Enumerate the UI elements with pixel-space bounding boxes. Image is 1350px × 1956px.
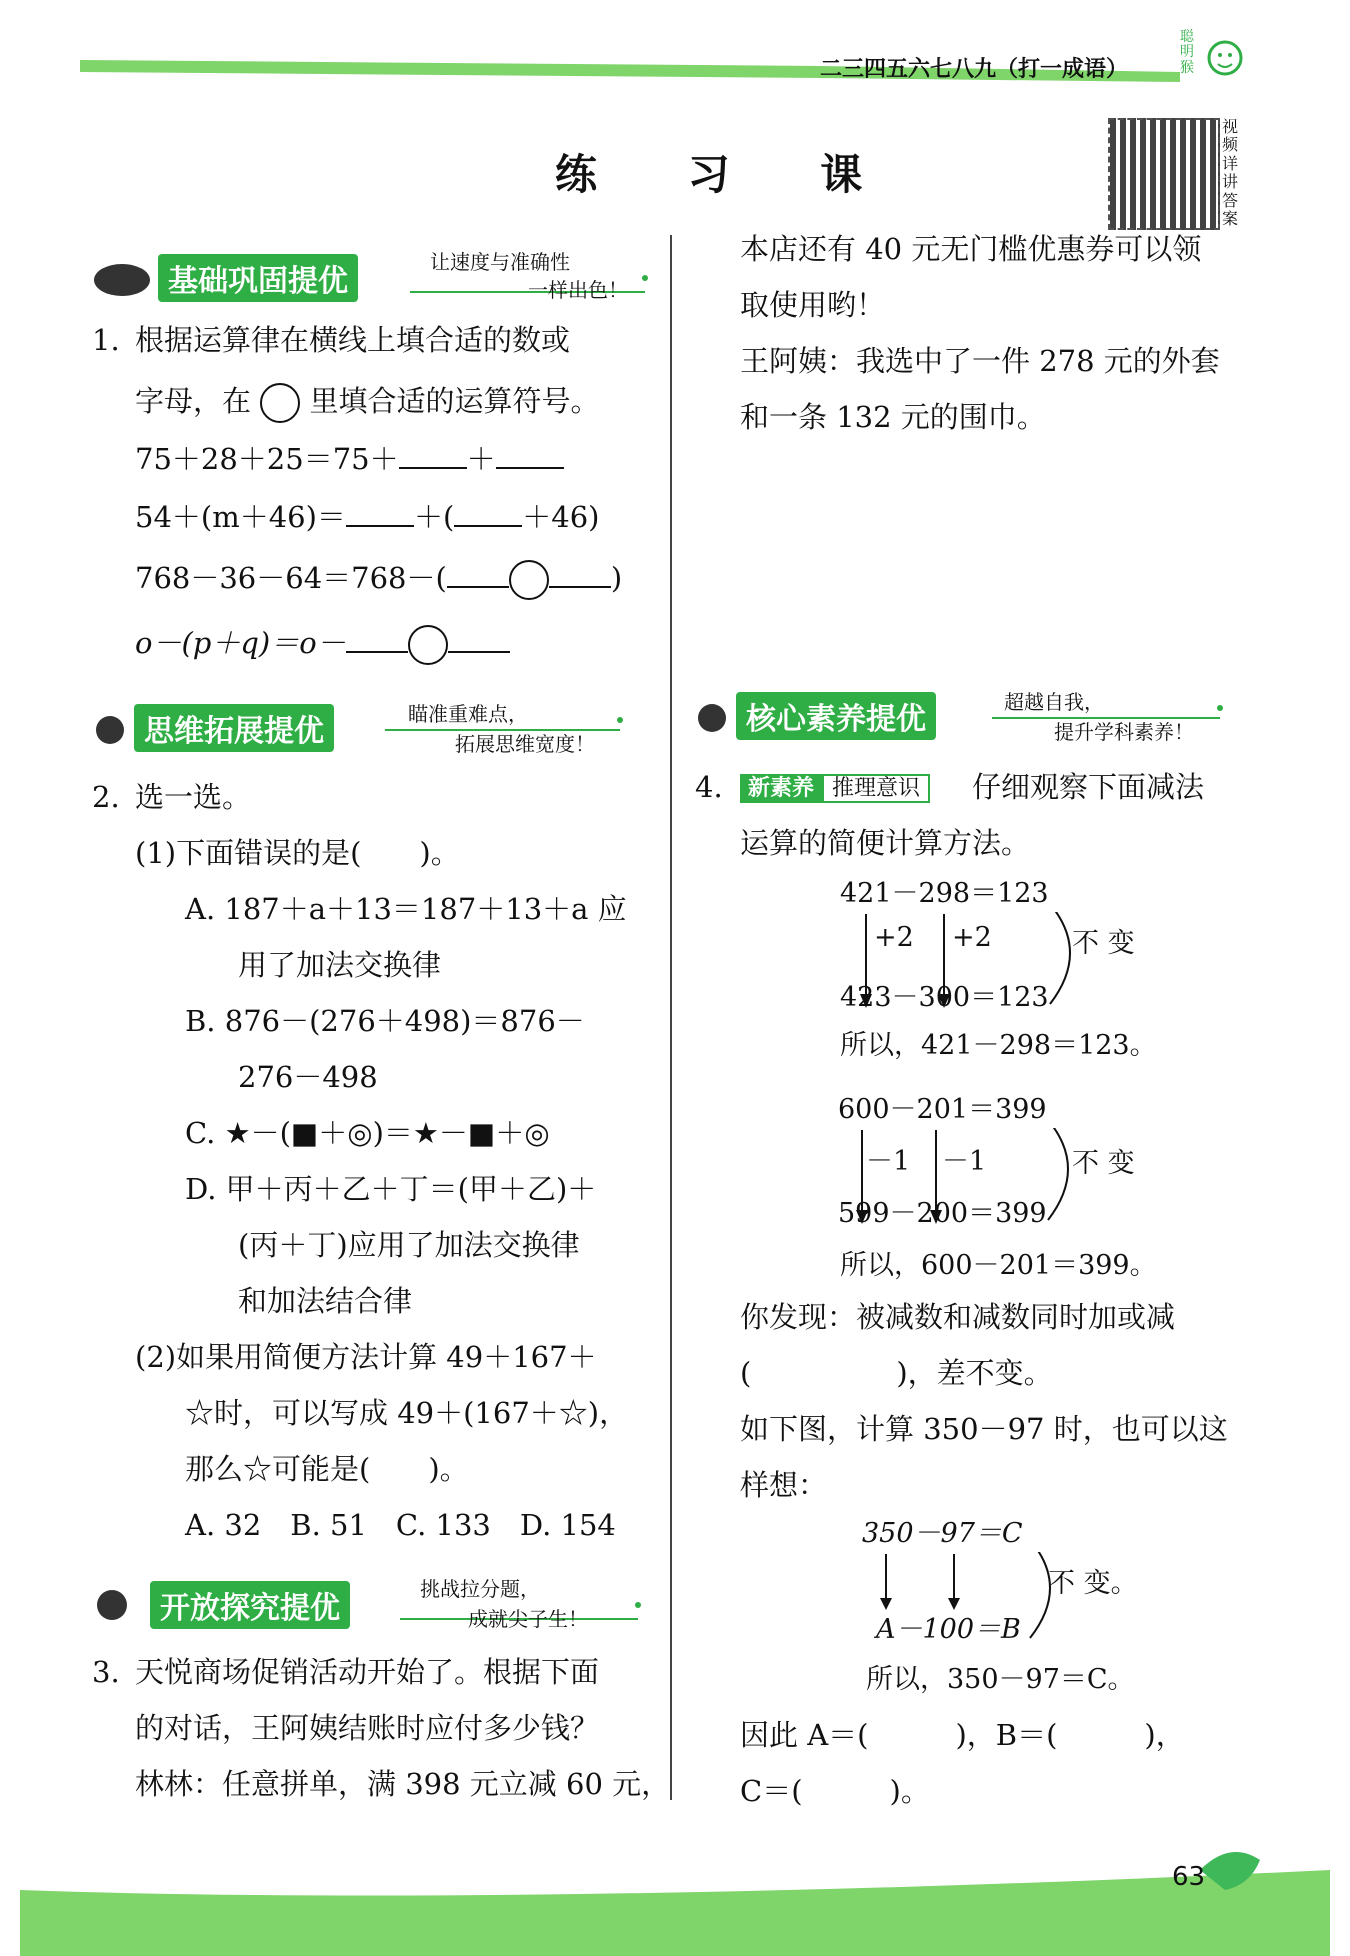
example2-op: －1 bbox=[942, 1146, 987, 1177]
expr: 54＋(m＋46)＝ bbox=[135, 500, 346, 534]
example2-op: －1 bbox=[866, 1146, 911, 1177]
qr-label: 视频详讲答案 bbox=[1222, 117, 1239, 228]
q2-part2: (2)如果用简便方法计算 49＋167＋ bbox=[135, 1340, 597, 1374]
q3-dialog: 本店还有 40 元无门槛优惠券可以领 bbox=[740, 232, 1202, 266]
column-divider bbox=[670, 235, 672, 1800]
expr: ＋46) bbox=[522, 500, 600, 534]
q1-text bbox=[135, 383, 599, 423]
q4-badges bbox=[740, 771, 930, 802]
q2-part2-cont: ☆时，可以写成 49＋(167＋☆)， bbox=[185, 1396, 629, 1430]
top-band bbox=[0, 0, 1350, 100]
q3-text: 天悦商场促销活动开始了。根据下面 bbox=[135, 1655, 600, 1689]
q2-option-d-cont: 和加法结合律 bbox=[238, 1284, 413, 1318]
operator-circle[interactable] bbox=[509, 560, 549, 600]
page-title: 练 习 课 bbox=[555, 150, 901, 199]
q4-text: 运算的简便计算方法。 bbox=[740, 826, 1031, 860]
example2-note: 不 变 bbox=[1072, 1148, 1135, 1179]
section-slogan: 拓展思维宽度！ bbox=[455, 732, 595, 756]
answer-blank[interactable] bbox=[346, 501, 414, 527]
example3-result: 所以，350－97＝C。 bbox=[866, 1664, 1135, 1695]
expr: o－(p＋q)＝o－ bbox=[135, 626, 346, 660]
section-slogan: 瞄准重难点， bbox=[408, 702, 528, 726]
q4-text: 仔细观察下面减法 bbox=[972, 770, 1205, 804]
bottom-band bbox=[0, 1830, 1350, 1956]
badge-reasoning: 推理意识 bbox=[822, 774, 930, 803]
answer-blank[interactable] bbox=[496, 443, 564, 469]
q2-option-d[interactable]: D. 甲＋丙＋乙＋丁＝(甲＋乙)＋ bbox=[185, 1172, 597, 1206]
section-slogan: 成就尖子生！ bbox=[468, 1607, 588, 1631]
example1-op: +2 bbox=[952, 922, 992, 953]
q1-number: 1. bbox=[92, 323, 120, 357]
section-slogan: 超越自我， bbox=[1004, 690, 1104, 714]
q3-dialog: 王阿姨：我选中了一件 278 元的外套 bbox=[740, 344, 1220, 378]
q3-number: 3. bbox=[92, 1655, 120, 1689]
q2-part2-options[interactable]: A. 32 B. 51 C. 133 D. 154 bbox=[185, 1508, 616, 1542]
section-core-header bbox=[692, 688, 1232, 748]
expr: 768－36－64＝768－( bbox=[135, 561, 447, 595]
section-slogan: 提升学科素养！ bbox=[1054, 720, 1194, 744]
q2-part2-cont: 那么☆可能是( )。 bbox=[185, 1452, 469, 1486]
q2-option-d-cont: (丙＋丁)应用了加法交换律 bbox=[238, 1228, 580, 1262]
section-slogan: 一样出色！ bbox=[528, 278, 628, 302]
q1-text: 根据运算律在横线上填合适的数或 bbox=[135, 323, 571, 357]
q2-text: 选一选。 bbox=[135, 780, 252, 814]
answer-blank[interactable] bbox=[448, 627, 510, 653]
expr: ＋( bbox=[413, 500, 455, 534]
q2-option-b[interactable]: B. 876－(276＋498)＝876－ bbox=[185, 1004, 585, 1038]
answer-blank[interactable] bbox=[346, 627, 408, 653]
example1-op: +2 bbox=[874, 922, 914, 953]
q3-dialog: 和一条 132 元的围巾。 bbox=[740, 400, 1046, 434]
section-slogan: 挑战拉分题， bbox=[420, 1577, 540, 1601]
q4-text: 样想： bbox=[740, 1468, 828, 1502]
q2-option-a-cont: 用了加法交换律 bbox=[238, 948, 442, 982]
monkey-logo bbox=[1180, 30, 1250, 90]
q2-part1: (1)下面错误的是( )。 bbox=[135, 836, 460, 870]
q4-answer-line[interactable]: C＝( )。 bbox=[740, 1774, 930, 1808]
section-title: 开放探究提优 bbox=[150, 1581, 350, 1629]
q1-text-part: 字母，在 bbox=[135, 384, 252, 418]
q4-finding-blank[interactable]: ( )，差不变。 bbox=[740, 1356, 1053, 1390]
q3-dialog: 取使用哟！ bbox=[740, 288, 886, 322]
example1-note: 不 变 bbox=[1072, 928, 1135, 959]
section-slogan: 让速度与准确性 bbox=[430, 250, 570, 274]
section-title: 思维拓展提优 bbox=[134, 704, 334, 752]
circle-symbol bbox=[260, 383, 300, 423]
example1-bottom: 423－300＝123 bbox=[840, 982, 1049, 1013]
section-title: 核心素养提优 bbox=[736, 692, 936, 740]
example2-result: 所以，600－201＝399。 bbox=[840, 1250, 1157, 1281]
q4-finding: 你发现：被减数和减数同时加或减 bbox=[740, 1300, 1176, 1334]
q1-line-3 bbox=[135, 560, 622, 600]
answer-blank[interactable] bbox=[447, 562, 509, 588]
q3-text: 的对话，王阿姨结账时应付多少钱？ bbox=[135, 1711, 600, 1745]
answer-blank[interactable] bbox=[454, 501, 522, 527]
q3-dialog: 林林：任意拼单，满 398 元立减 60 元， bbox=[135, 1767, 671, 1801]
q1-text-part: 里填合适的运算符号。 bbox=[309, 384, 600, 418]
example3-bottom: A－100＝B bbox=[876, 1614, 1021, 1645]
q4-text: 如下图，计算 350－97 时，也可以这 bbox=[740, 1412, 1228, 1446]
example1-result: 所以，421－298＝123。 bbox=[840, 1030, 1157, 1061]
section-think-header bbox=[90, 700, 630, 760]
q4-number: 4. bbox=[695, 770, 723, 804]
qr-code[interactable] bbox=[1108, 118, 1220, 230]
q4-answer-line[interactable]: 因此 A＝( )，B＝( )， bbox=[740, 1718, 1185, 1752]
answer-blank[interactable] bbox=[399, 443, 467, 469]
operator-circle[interactable] bbox=[408, 625, 448, 665]
dolphin-icon bbox=[1210, 1840, 1270, 1900]
example3-top: 350－97＝C bbox=[862, 1518, 1023, 1549]
q1-line-1 bbox=[135, 442, 564, 477]
q1-line-4 bbox=[135, 625, 510, 665]
page-number: 63 bbox=[1172, 1862, 1206, 1892]
header-riddle: 二三四五六七八九（打一成语） bbox=[820, 57, 1129, 82]
expr: 75＋28＋25＝75＋ bbox=[135, 442, 399, 476]
badge-new: 新素养 bbox=[740, 774, 822, 803]
section-basic-header bbox=[90, 250, 650, 310]
expr: ) bbox=[610, 561, 623, 595]
example1-top: 421－298＝123 bbox=[840, 878, 1049, 909]
q2-option-c[interactable]: C. ★－(■＋◎)＝★－■＋◎ bbox=[185, 1116, 550, 1150]
example2-bottom: 599－200＝399 bbox=[838, 1198, 1047, 1229]
section-open-header bbox=[90, 1575, 650, 1635]
q1-line-2 bbox=[135, 500, 599, 535]
q2-option-a[interactable]: A. 187＋a＋13＝187＋13＋a 应 bbox=[185, 892, 627, 926]
expr: ＋ bbox=[466, 442, 496, 476]
example2-top: 600－201＝399 bbox=[838, 1094, 1047, 1125]
q2-number: 2. bbox=[92, 780, 120, 814]
example3-note: 不 变。 bbox=[1048, 1568, 1138, 1599]
logo-text: 聪明猴 bbox=[1180, 29, 1194, 76]
section-title: 基础巩固提优 bbox=[158, 254, 358, 302]
answer-blank[interactable] bbox=[549, 562, 611, 588]
q2-option-b-cont: 276－498 bbox=[238, 1060, 378, 1094]
